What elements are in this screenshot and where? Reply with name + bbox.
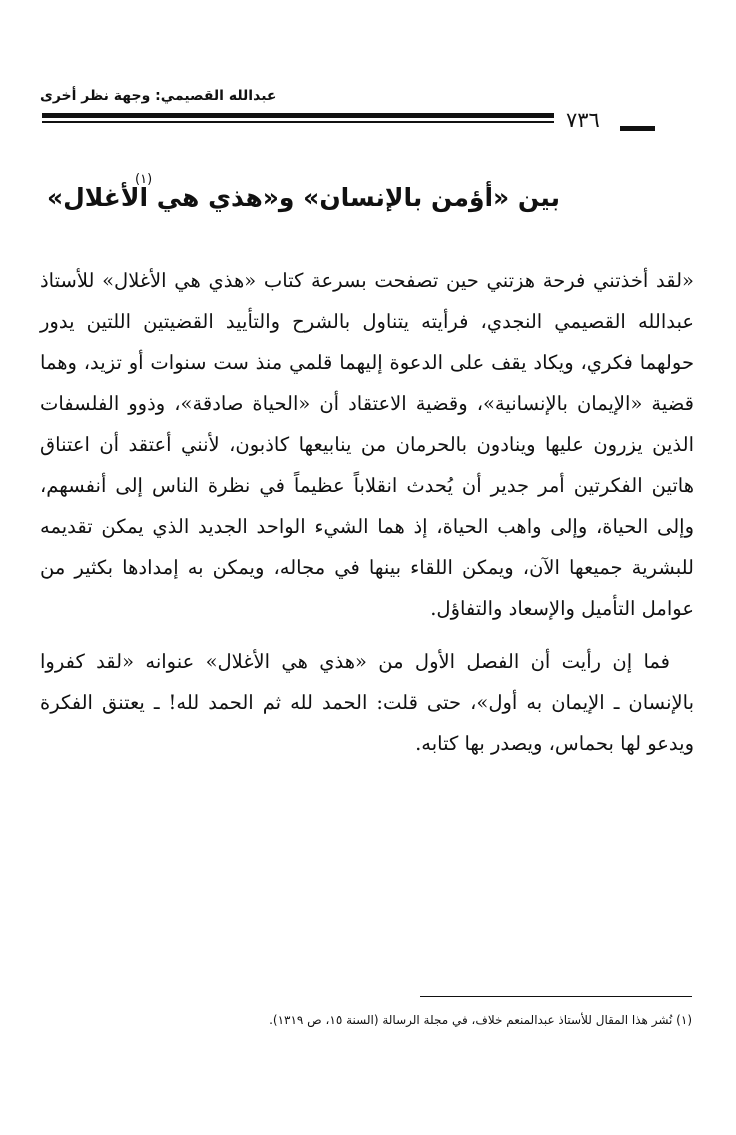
header-rule-thin: [42, 121, 554, 123]
body-text: [40, 260, 694, 764]
header-rule-thick: [42, 113, 554, 118]
page-number-rule: [620, 126, 655, 131]
footnote-text: (١) نُشر هذا المقال للأستاذ عبدالمنعم خلاف، في مجلة الرسالة (السنة ١٥، ص ١٣١٩).: [269, 1013, 692, 1027]
body-paragraph-1: «لقد أخذتني فرحة هزتني حين تصفحت بسرعة كتاب «هذي هي الأغلال» للأستاذ عبدالله القصيمي النجدي، فرأيته يتناول بالشرح والتأييد القضيتين اللتين يدور حولهما فكري، ويكاد يقف على الدعوة إليهما قلمي منذ ست سنوات أو تزيد، وهما قضية «الإيمان بالإنسانية»، وقضية الاعتقاد أن «الحياة صادقة»، وذوو الفلسفات الذين يزرون عليها وينادون بالحرمان من ينابيعها كاذبون، لأنني أعتقد أن اعتناق هاتين الفكرتين أمر جدير أن يُحدث انقلاباً عظيماً في نظرة الناس إلى أنفسهم، وإلى الحياة، وإلى واهب الحياة، إذ هما الشيء الواحد الجديد الذي يمكن تقديمه للبشرية جميعها الآن، ويمكن اللقاء بينها في مجاله، ويمكن به إمدادها بكثير من عوامل التأميل والإسعاد والتفاؤل.: [40, 269, 694, 620]
running-header-title: عبدالله القصيمي: وجهة نظر أخرى: [40, 88, 277, 104]
chapter-title: بين «أؤمن بالإنسان» و«هذي هي الأغلال»: [46, 183, 560, 212]
body-paragraph-2: فما إن رأيت أن الفصل الأول من «هذي هي الأغلال» عنوانه «لقد كفروا بالإنسان ـ الإيمان به أول»، حتى قلت: الحمد لله ثم الحمد لله! ـ يعتنق الفكرة ويدعو لها بحماس، ويصدر بها كتابه.: [40, 650, 694, 755]
footnote-separator: [420, 996, 692, 997]
chapter-footnote-ref: (١): [135, 172, 153, 187]
page-number: ٧٣٦: [566, 108, 600, 132]
